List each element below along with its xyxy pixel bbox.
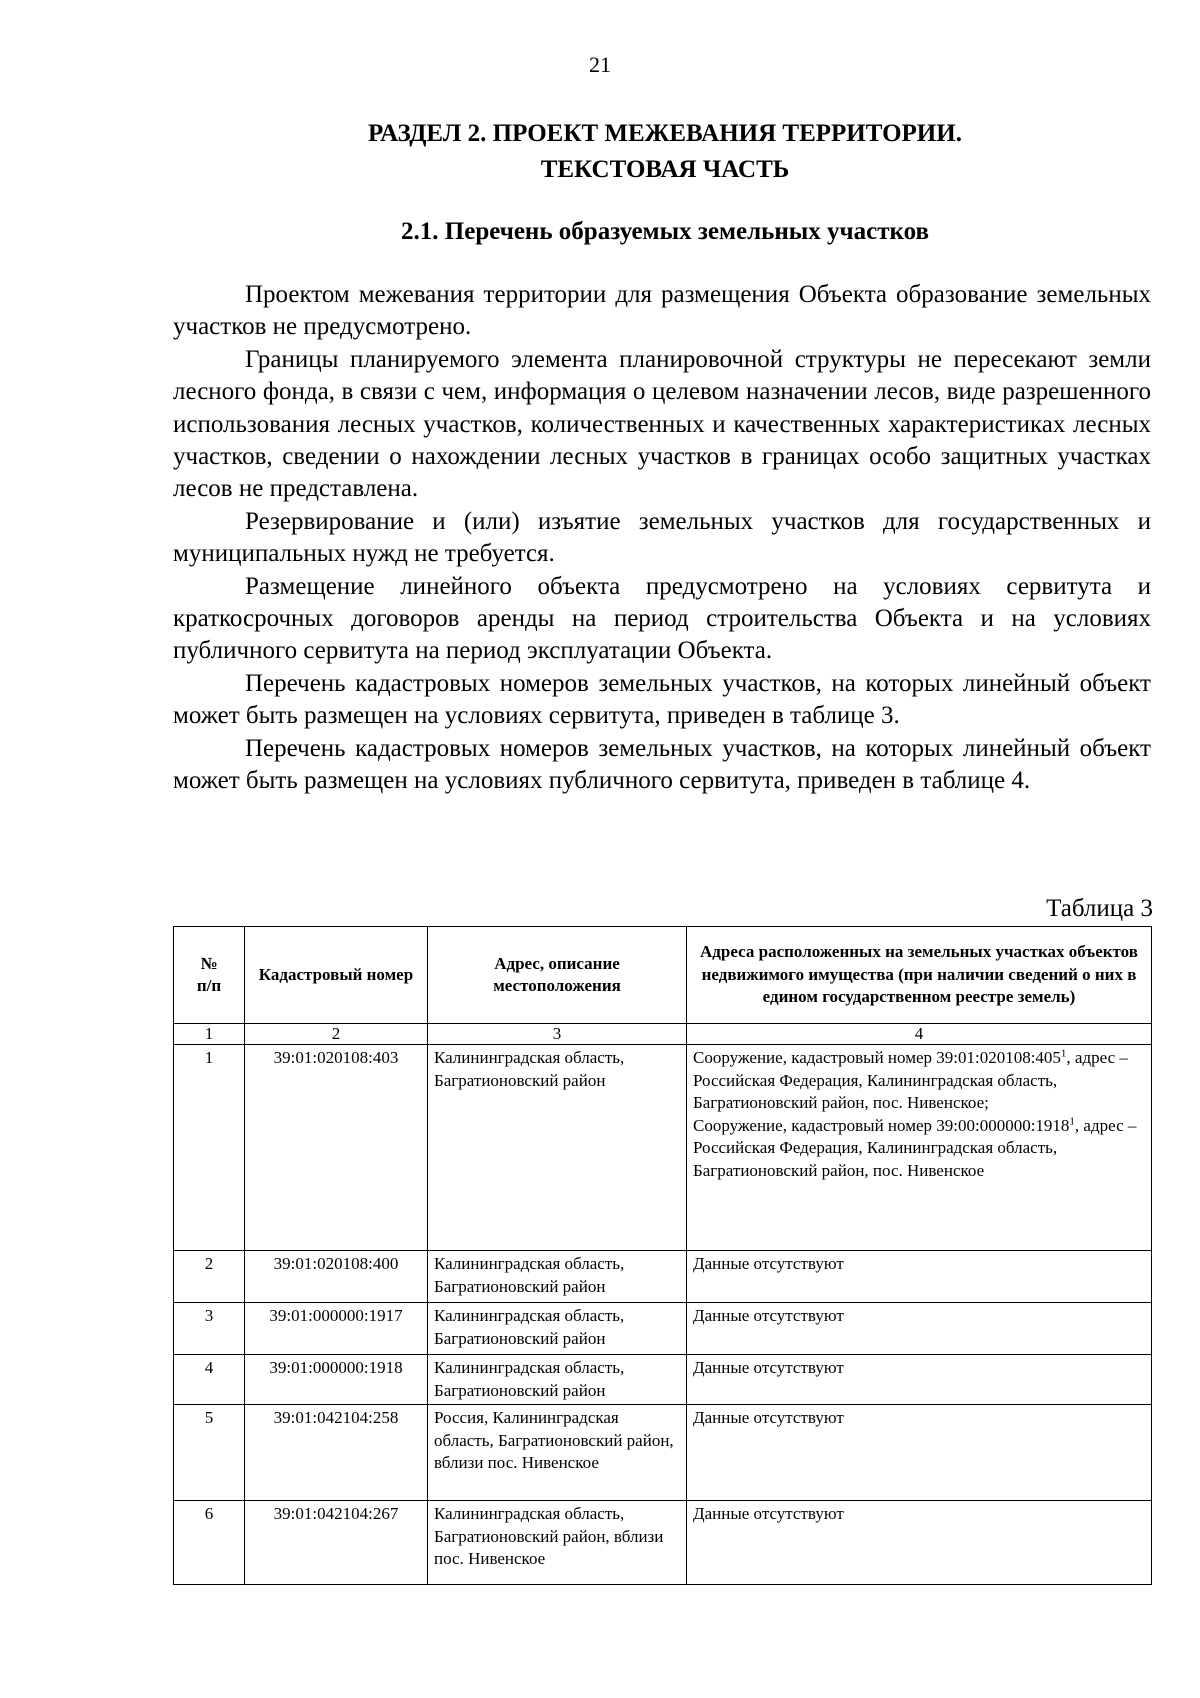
column-number: 3 (428, 1024, 687, 1045)
object-text: Сооружение, кадастровый номер 39:00:000000:1918 (693, 1115, 1070, 1135)
table-row (174, 1355, 1152, 1405)
subsection-title: 2.1. Перечень образуемых земельных участков (401, 218, 929, 245)
table-column-numbers-row (174, 1024, 1152, 1045)
footnote-mark: 1 (1060, 1047, 1067, 1060)
table-header-row (174, 927, 1152, 1024)
table-caption: Таблица 3 (1046, 895, 1153, 922)
land-plots-table (173, 926, 1152, 1585)
page-number: 21 (589, 52, 611, 77)
paragraph: Перечень кадастровых номеров земельных участков, на которых линейный объект может быть размещен на условиях сервитута, приведен в таблице 3. (173, 669, 1151, 730)
real-estate-objects: Данные отсутствуют (687, 1303, 1152, 1355)
header-objects: Адреса расположенных на земельных участках объектов недвижимого имущества (при наличии сведений о них в едином государственном реестре земель) (687, 927, 1152, 1024)
real-estate-objects (687, 1045, 1152, 1251)
paragraph: Резервирование и (или) изъятие земельных участков для государственных и муниципальных нужд не требуется. (173, 507, 1151, 568)
header-number-line-2: п/п (196, 976, 222, 995)
table-row (174, 1045, 1152, 1251)
table-row (174, 1303, 1152, 1355)
footnote-mark: 1 (1069, 1114, 1075, 1127)
real-estate-objects: Данные отсутствуют (687, 1501, 1152, 1585)
header-address: Адрес, описание местоположения (428, 927, 687, 1024)
cadastral-number: 39:01:020108:400 (245, 1251, 428, 1303)
row-number: 4 (174, 1355, 245, 1405)
column-number: 1 (174, 1024, 245, 1045)
header-cadastral: Кадастровый номер (245, 927, 428, 1024)
cadastral-number: 39:01:020108:403 (245, 1045, 428, 1251)
row-number: 5 (174, 1405, 245, 1501)
cadastral-number: 39:01:000000:1917 (245, 1303, 428, 1355)
paragraph: Границы планируемого элемента планировочной структуры не пересекают земли лесного фонда, в связи с чем, информация о целевом назначении лесов, виде разрешенного использования лесных участков, количественных и качественных характеристиках лесных участков, сведении о нахождении лесных участков в границах особо защитных участках лесов не представлена. (173, 345, 1151, 503)
paragraph: Размещение линейного объекта предусмотрено на условиях сервитута и краткосрочных договоров аренды на период строительства Объекта и на условиях публичного сервитута на период эксплуатации Объекта. (173, 572, 1151, 665)
header-number-line-1: № (200, 953, 218, 973)
section-title-line-2: ТЕКСТОВАЯ ЧАСТЬ (540, 156, 790, 183)
paragraph: Проектом межевания территории для размещения Объекта образование земельных участков не предусмотрено. (173, 281, 1151, 341)
object-text: Сооружение, кадастровый номер 39:01:020108:405 (693, 1048, 1061, 1067)
row-number: 3 (174, 1303, 245, 1355)
real-estate-object (693, 1047, 1145, 1115)
object-text: , адрес – Российская Федерация, Калининградская область, Багратионовский район, пос. Нивенское; (693, 1048, 1128, 1112)
row-number: 2 (174, 1251, 245, 1303)
paragraph: Перечень кадастровых номеров земельных участков, на которых линейный объект может быть размещен на условиях публичного сервитута, приведен в таблице 4. (173, 734, 1151, 795)
section-title (175, 116, 1155, 188)
address-description: Калининградская область, Багратионовский район (428, 1355, 687, 1405)
address-description: Калининградская область, Багратионовский район, вблизи пос. Нивенское (428, 1501, 687, 1585)
real-estate-objects: Данные отсутствуют (687, 1355, 1152, 1405)
row-number: 6 (174, 1501, 245, 1585)
address-description: Калининградская область, Багратионовский район (428, 1045, 687, 1251)
real-estate-objects: Данные отсутствуют (687, 1251, 1152, 1303)
row-number: 1 (174, 1045, 245, 1251)
table-row (174, 1501, 1152, 1585)
column-number: 2 (245, 1024, 428, 1045)
address-description: Россия, Калининградская область, Багратионовский район, вблизи пос. Нивенское (428, 1405, 687, 1501)
header-number (174, 927, 245, 1024)
section-title-line-1: РАЗДЕЛ 2. ПРОЕКТ МЕЖЕВАНИЯ ТЕРРИТОРИИ. (368, 120, 962, 147)
real-estate-object (693, 1115, 1145, 1183)
column-number: 4 (687, 1024, 1152, 1045)
cadastral-number: 39:01:000000:1918 (245, 1355, 428, 1405)
address-description: Калининградская область, Багратионовский район (428, 1251, 687, 1303)
object-text: , адрес – Российская Федерация, Калининградская область, Багратионовский район, пос. Нивенское (693, 1115, 1137, 1180)
address-description: Калининградская область, Багратионовский район (428, 1303, 687, 1355)
body-text (173, 279, 1151, 798)
cadastral-number: 39:01:042104:267 (245, 1501, 428, 1585)
cadastral-number: 39:01:042104:258 (245, 1405, 428, 1501)
real-estate-objects: Данные отсутствуют (687, 1405, 1152, 1501)
table-row (174, 1251, 1152, 1303)
table-row (174, 1405, 1152, 1501)
